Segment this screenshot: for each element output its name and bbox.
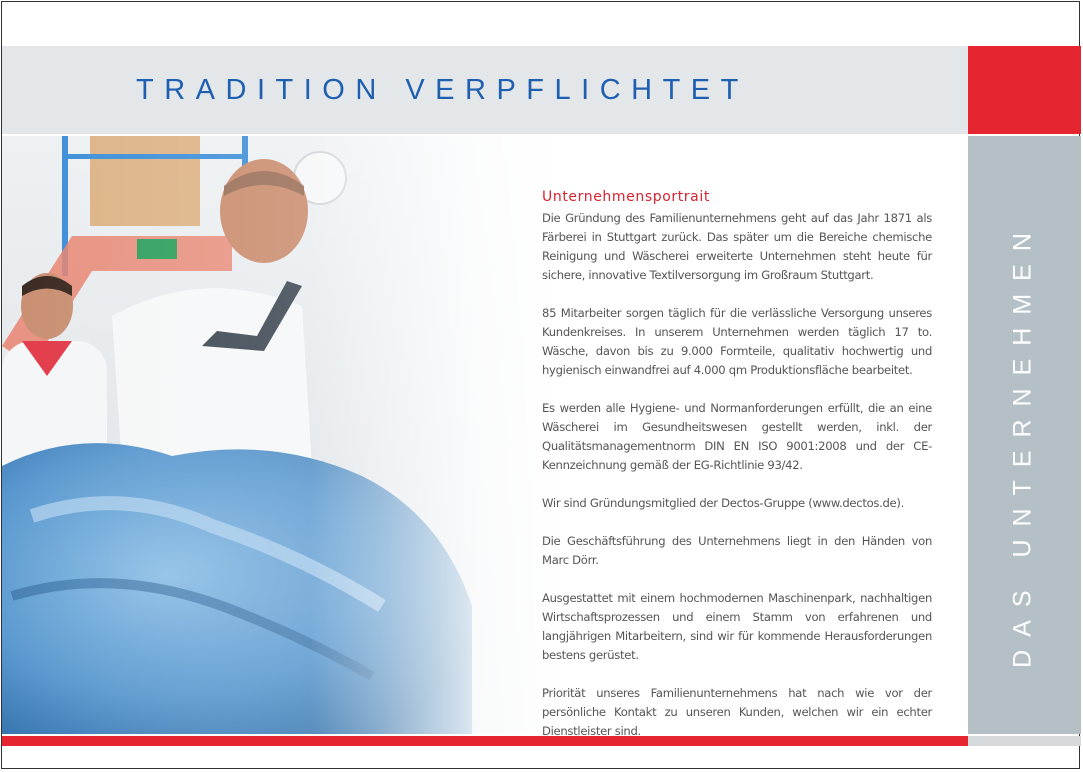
paragraph: Priorität unseres Familienunternehmens hat nach wie vor der persönliche Kontakt zu unseren Kunden, welchen wir ein echter Dienstleister sind. (542, 686, 932, 738)
article (542, 188, 932, 760)
paragraph: Wir sind Gründungsmitglied der Dectos-Gruppe (www.dectos.de). (542, 496, 905, 510)
paragraph: Ausgestattet mit einem hochmodernen Maschinenpark, nachhaltigen Wirtschaftsprozessen und einem Stamm von erfahrenen und langjährigen Mitarbeitern, sind wir für kommende Herausforderungen bestens gerüstet. (542, 591, 932, 662)
paragraph: 85 Mitarbeiter sorgen täglich für die verlässliche Versorgung unseres Kundenkreises. In unserem Unternehmen werden täglich 17 to. Wäsche, davon bis zu 9.000 Formteile, qualitativ hochwertig und hygienisch einwandfrei auf 4.000 qm Produktionsfläche bearbeitet. (542, 306, 932, 377)
section-heading: Unternehmensportrait (542, 189, 710, 205)
page-title: TRADITION VERPFLICHTET (136, 74, 749, 106)
bottom-grey-bar (968, 736, 1081, 746)
side-section-label: DAS UNTERNEHMEN (1008, 220, 1037, 668)
laundry-workers-photo (2, 136, 562, 734)
paragraph: Die Geschäftsführung des Unternehmens liegt in den Händen von Marc Dörr. (542, 534, 932, 567)
paragraph: Es werden alle Hygiene- und Normanforderungen erfüllt, die an eine Wäscherei im Gesundheitswesen gestellt werden, inkl. der Qualitätsmanagementnorm DIN EN ISO 9001:2008 und der CE-Kennzeichnung gemäß der EG-Richtlinie 93/42. (542, 401, 932, 472)
red-accent-block (968, 46, 1081, 134)
paragraph: Die Gründung des Familienunternehmens geht auf das Jahr 1871 als Färberei in Stuttgart zurück. Das später um die Bereiche chemische Reinigung und Wäscherei erweiterte Unternehmen steht heute für sichere, innovative Textilversorgung im Großraum Stuttgart. (542, 211, 932, 282)
